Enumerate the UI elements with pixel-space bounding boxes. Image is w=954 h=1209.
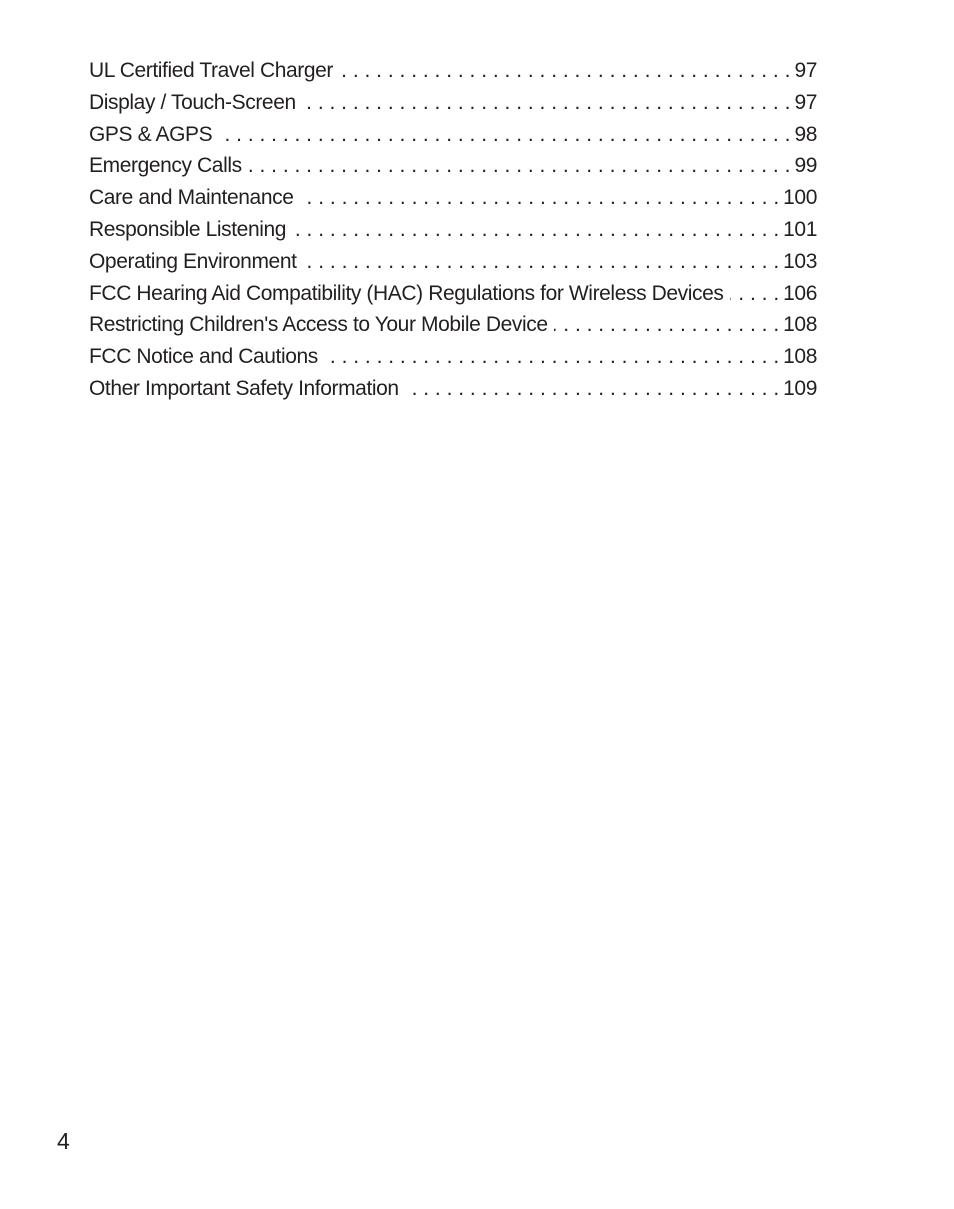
toc-entry-title: FCC Notice and Cautions xyxy=(89,345,318,369)
toc-entry-page: 106 xyxy=(783,281,817,305)
toc-entry-page: 109 xyxy=(783,376,817,400)
table-of-contents xyxy=(89,55,817,405)
toc-entry-title: FCC Hearing Aid Compatibility (HAC) Regulations for Wireless Devices xyxy=(89,281,724,305)
toc-dot-leader xyxy=(248,150,791,182)
toc-entry[interactable] xyxy=(89,119,817,151)
page-number: 4 xyxy=(57,1128,70,1154)
toc-entry-title: Restricting Children's Access to Your Mobile Device xyxy=(89,313,548,337)
toc-entry-page: 101 xyxy=(783,217,817,241)
toc-entry[interactable] xyxy=(89,341,817,373)
toc-dot-leader xyxy=(302,87,791,119)
toc-dot-leader xyxy=(303,246,780,278)
toc-entry-page: 99 xyxy=(794,154,817,178)
toc-entry-title: UL Certified Travel Charger xyxy=(89,59,334,82)
toc-dot-leader xyxy=(554,309,779,341)
toc-entry-page: 103 xyxy=(783,249,817,273)
toc-entry-title: Emergency Calls xyxy=(89,154,242,178)
toc-entry-page: 108 xyxy=(783,313,817,337)
toc-entry-title: Other Important Safety Information xyxy=(89,376,399,400)
toc-entry-page: 108 xyxy=(783,345,817,369)
toc-dot-leader xyxy=(730,278,780,310)
toc-entry-title: Display / Touch-Screen xyxy=(89,90,296,114)
toc-dot-leader xyxy=(339,55,790,87)
toc-entry[interactable] xyxy=(89,246,817,278)
toc-dot-leader xyxy=(218,119,790,151)
toc-entry-page: 97 xyxy=(794,59,817,82)
toc-entry-page: 98 xyxy=(794,122,817,146)
toc-entry[interactable] xyxy=(89,55,817,87)
toc-dot-leader xyxy=(299,182,779,214)
toc-entry[interactable] xyxy=(89,373,817,405)
toc-dot-leader xyxy=(324,341,779,373)
toc-entry[interactable] xyxy=(89,150,817,182)
toc-dot-leader xyxy=(292,214,779,246)
toc-entry-title: Operating Environment xyxy=(89,249,297,273)
toc-dot-leader xyxy=(405,373,779,405)
toc-entry[interactable] xyxy=(89,309,817,341)
toc-entry[interactable] xyxy=(89,182,817,214)
toc-entry-page: 97 xyxy=(794,90,817,114)
toc-entry[interactable] xyxy=(89,278,817,310)
toc-entry-page: 100 xyxy=(783,186,817,210)
toc-entry[interactable] xyxy=(89,87,817,119)
toc-entry-title: GPS & AGPS xyxy=(89,122,213,146)
toc-entry[interactable] xyxy=(89,214,817,246)
toc-entry-title: Responsible Listening xyxy=(89,217,287,241)
toc-entry-title: Care and Maintenance xyxy=(89,186,294,210)
